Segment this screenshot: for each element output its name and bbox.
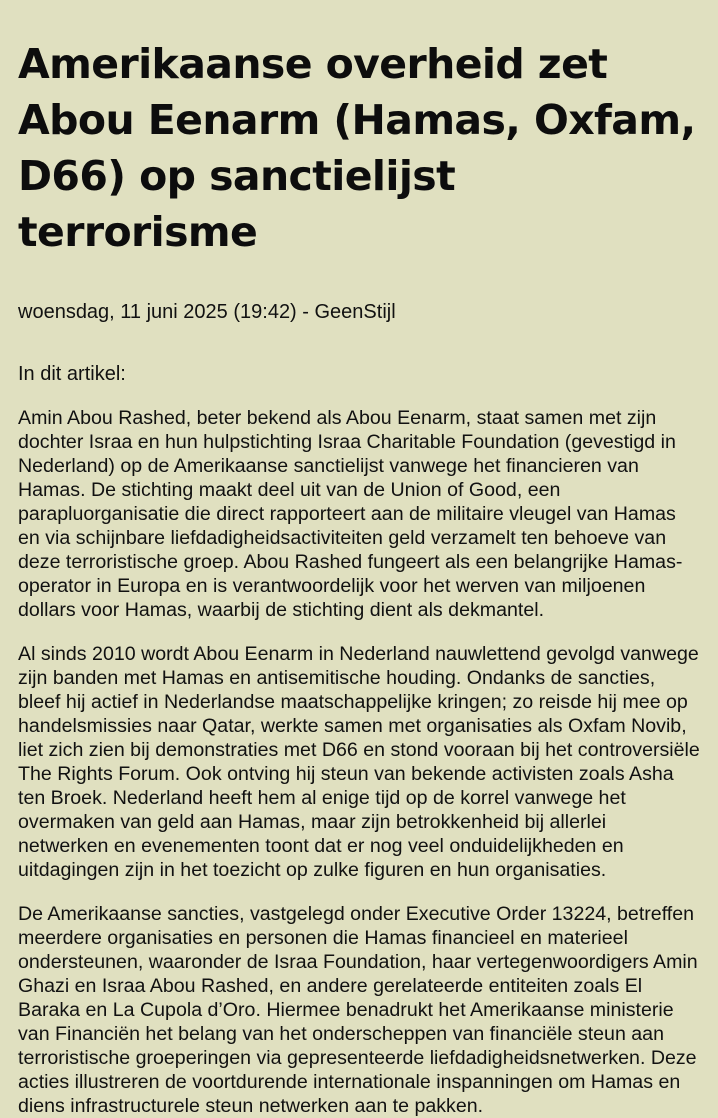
article-paragraph: Amin Abou Rashed, beter bekend als Abou Eenarm, staat samen met zijn dochter Israa en hun hulpstichting Israa Charitable Foundation (gevestigd in Nederland) op de Amerikaanse sanctielijst vanwege het financieren van Hamas. De stichting maakt deel uit van de Union of Good, een parapluorganisatie die direct rapporteert aan de militaire vleugel van Hamas en via schijnbare liefdadigheidsactiviteiten geld verzamelt ten behoeve van deze terroristische groep. Abou Rashed fungeert als een belangrijke Hamas-operator in Europa en is verantwoordelijk voor het werven van miljoenen dollars voor Hamas, waarbij de stichting dient als dekmantel. [18, 407, 683, 621]
article-meta: woensdag, 11 juni 2025 (19:42) - GeenStijl [18, 301, 396, 323]
article-paragraph: Al sinds 2010 wordt Abou Eenarm in Nederland nauwlettend gevolgd vanwege zijn banden met Hamas en antisemitische houding. Ondanks de sancties, bleef hij actief in Nederlandse maatschappelijke kringen; zo reisde hij mee op handelsmissies naar Qatar, werkte samen met organisaties als Oxfam Novib, liet zich zien bij demonstraties met D66 en stond vooraan bij het controversiële The Rights Forum. Ook ontving hij steun van bekende activisten zoals Asha ten Broek. Nederland heeft hem al enige tijd op de korrel vanwege het overmaken van geld aan Hamas, maar zijn betrokkenheid bij allerlei netwerken en evenementen toont dat er nog veel onduidelijkheden en uitdagingen zijn in het toezicht op zulke figuren en hun organisaties. [18, 643, 700, 881]
article-title: Amerikaanse overheid zet Abou Eenarm (Hamas, Oxfam, D66) op sanctielijst terrorisme [18, 40, 696, 256]
article-paragraph: De Amerikaanse sancties, vastgelegd onder Executive Order 13224, betreffen meerdere organisaties en personen die Hamas financieel en materieel ondersteunen, waaronder de Israa Foundation, haar vertegenwoordigers Amin Ghazi en Israa Abou Rashed, en andere gerelateerde entiteiten zoals El Baraka en La Cupola d’Oro. Hiermee benadrukt het Amerikaanse ministerie van Financiën het belang van het onderscheppen van financiële steun aan terroristische groeperingen via gepresenteerde liefdadigheidsnetwerken. Deze acties illustreren de voortdurende internationale inspanningen om Hamas en diens infrastructurele steun netwerken aan te pakken. [18, 903, 698, 1117]
article-intro-label: In dit artikel: [18, 363, 126, 385]
article-body [18, 406, 700, 1118]
